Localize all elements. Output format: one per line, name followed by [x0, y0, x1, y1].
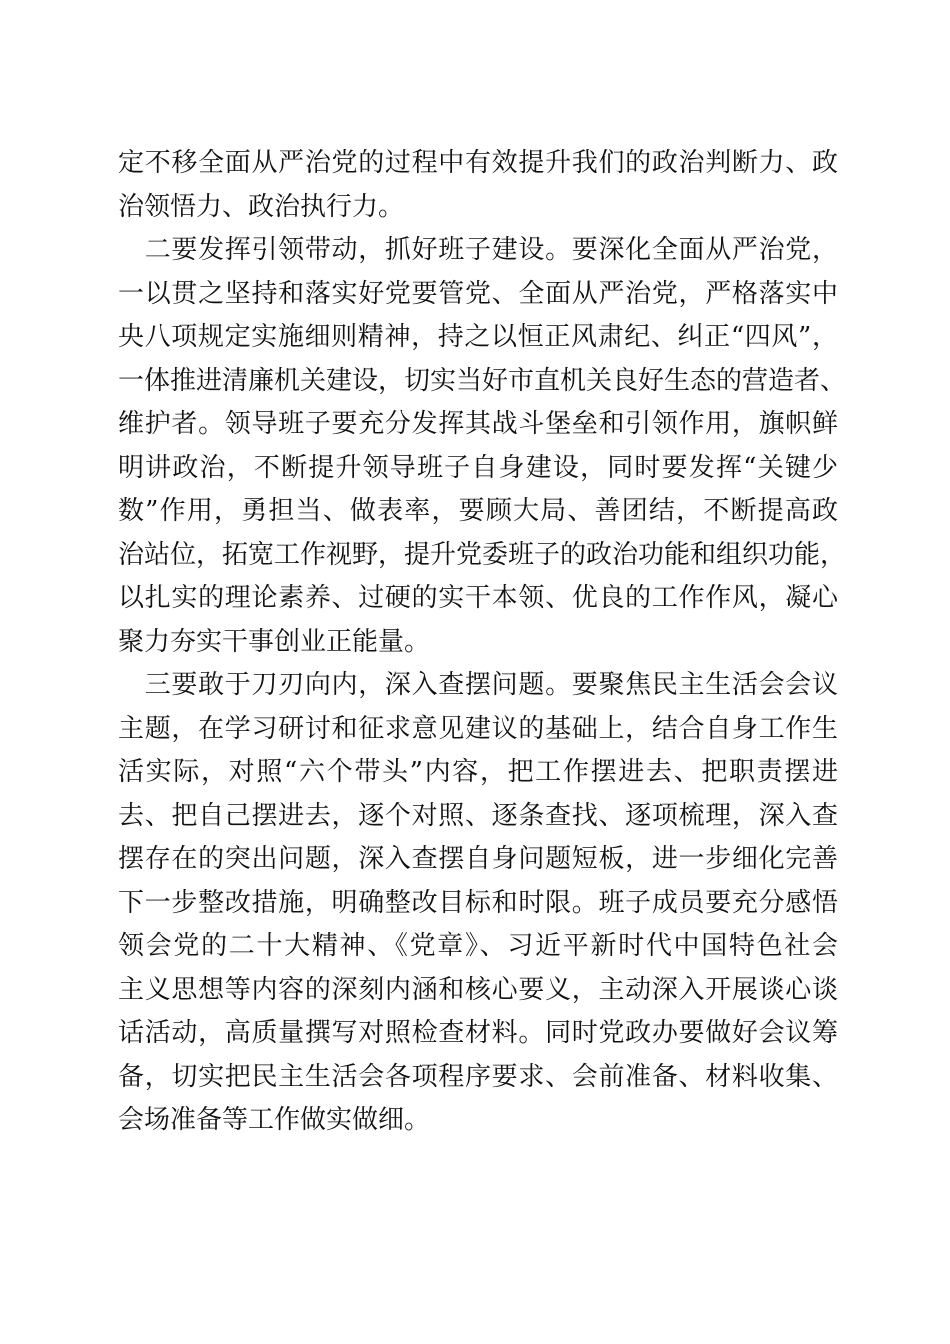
text-line: 领会党的二十大精神、《党章》、习近平新时代中国特色社会 — [118, 931, 838, 961]
text-line: 数”作用，勇担当、做表率，要顾大局、善团结，不断提高政 — [118, 496, 838, 526]
paragraph-1 — [118, 142, 838, 229]
text-line: 话活动，高质量撰写对照检查材料。同时党政办要做好会议筹 — [118, 1018, 838, 1048]
text-line: 定不移全面从严治党的过程中有效提升我们的政治判断力、政 — [118, 148, 838, 178]
text-line: 聚力夯实干事创业正能量。 — [118, 626, 431, 657]
text-line: 维护者。领导班子要充分发挥其战斗堡垒和引领作用，旗帜鲜 — [118, 409, 838, 439]
text-line: 主题，在学习研讨和征求意见建议的基础上，结合自身工作生 — [118, 713, 838, 744]
text-line: 备，切实把民主生活会各项程序要求、会前准备、材料收集、 — [118, 1061, 838, 1092]
text-line: 去、把自己摆进去，逐个对照、逐条查找、逐项梳理，深入查 — [118, 800, 838, 831]
text-line: 二要发挥引领带动，抓好班子建设。要深化全面从严治党， — [118, 235, 838, 265]
text-line: 活实际，对照“六个带头”内容，把工作摆进去、把职责摆进 — [118, 757, 838, 787]
text-line: 一体推进清廉机关建设，切实当好市直机关良好生态的营造者、 — [118, 365, 847, 396]
document-body — [118, 142, 847, 1143]
paragraph-2 — [118, 229, 847, 664]
text-line: 下一步整改措施，明确整改目标和时限。班子成员要充分感悟 — [118, 887, 838, 918]
text-line: 央八项规定实施细则精神，持之以恒正风肃纪、纠正“四风”， — [118, 322, 838, 352]
text-line: 主义思想等内容的深刻内涵和核心要义，主动深入开展谈心谈 — [118, 974, 838, 1005]
text-line: 治领悟力、政治执行力。 — [118, 191, 405, 222]
text-line: 治站位，拓宽工作视野，提升党委班子的政治功能和组织功能， — [118, 539, 847, 570]
paragraph-3 — [118, 664, 838, 1143]
text-line: 一以贯之坚持和落实好党要管党、全面从严治党，严格落实中 — [118, 278, 838, 309]
text-line: 明讲政治，不断提升领导班子自身建设，同时要发挥“关键少 — [118, 452, 838, 483]
text-line: 会场准备等工作做实做细。 — [118, 1105, 431, 1135]
text-line: 摆存在的突出问题，深入查摆自身问题短板，进一步细化完善 — [118, 844, 838, 874]
text-line: 三要敢于刀刃向内，深入查摆问题。要聚焦民主生活会会议 — [118, 670, 838, 700]
text-line: 以扎实的理论素养、过硬的实干本领、优良的工作作风，凝心 — [118, 583, 838, 613]
